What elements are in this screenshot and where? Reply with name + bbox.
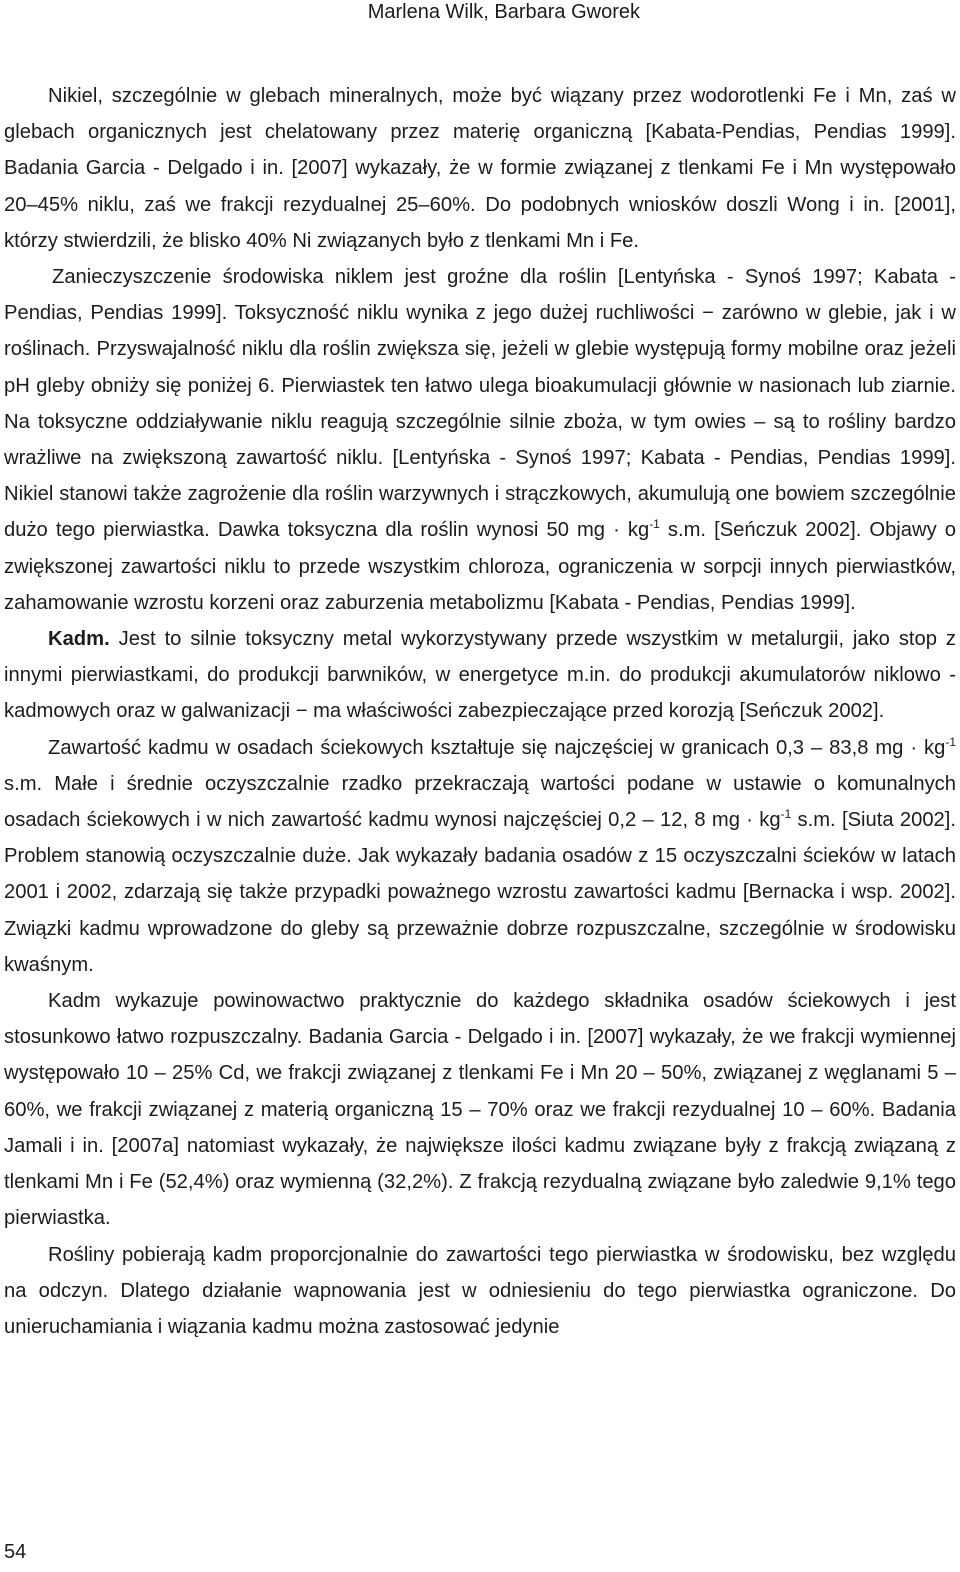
- page-number: 54: [4, 1541, 27, 1563]
- paragraph-nickel-toxicity: [4, 259, 956, 621]
- article-body: [4, 78, 956, 1345]
- superscript: -1: [945, 734, 956, 749]
- paragraph-nickel-binding: Nikiel, szczególnie w glebach mineralnych, może być wiązany przez wodorotlenki Fe i Mn, zaś w glebach organicznych jest chelatowany przez materię organiczną [Kabata-Pendias, Pendias 1999]. Badania Garcia - Delgado i in. [2007] wykazały, że w formie związanej z tlenkami Fe i Mn występowało 20–45% niklu, zaś we frakcji rezydualnej 25–60%. Do podobnych wniosków doszli Wong i in. [2001], którzy stwierdzili, że blisko 40% Ni związanych było z tlenkami Mn i Fe.: [4, 85, 956, 252]
- section-heading-cadmium: Kadm.: [48, 628, 110, 651]
- text-run: s.m. [Siuta 2002]. Problem stanowią oczyszczalnie duże. Jak wykazały badania osadów z 15 oczyszczalni ścieków w latach 2001 i 2002, zdarzają się także przypadki poważnego wzrostu zawartości kadmu [Bernacka i wsp. 2002]. Związki kadmu wprowadzone do gleby są przeważnie dobrze rozpuszczalne, szczególnie w środowisku kwaśnym.: [4, 809, 956, 976]
- text-run: Jest to silnie toksyczny metal wykorzystywany przede wszystkim w metalurgii, jako stop z innymi pierwiastkami, do produkcji barwników, w energetyce m.in. do produkcji akumulatorów niklowo - kadmowych oraz w galwanizacji − ma właściwości zabezpieczające przed korozją [Seńczuk 2002].: [4, 628, 956, 723]
- text-run: Zawartość kadmu w osadach ściekowych kształtuje się najczęściej w granicach 0,3 – 83,8 mg · kg: [48, 736, 946, 759]
- text-run: Zanieczyszczenie środowiska niklem jest groźne dla roślin [Lentyńska - Synoś 1997; Kabata - Pendias, Pendias 1999]. Toksyczność niklu wynika z jego dużej ruchliwości − zarówno w glebie, jak i w roślinach. Przyswajalność niklu dla roślin zwiększa się, jeżeli w glebie występują formy mobilne oraz jeżeli pH gleby obniży się poniżej 6. Pierwiastek ten łatwo ulega bioakumulacji głównie w nasionach lub ziarnie. Na toksyczne oddziaływanie niklu reagują szczególnie silnie zboża, w tym owies – są to rośliny bardzo wrażliwe na zwiększoną zawartość niklu. [Lentyńska - Synoś 1997; Kabata - Pendias, Pendias 1999]. Nikiel stanowi także zagrożenie dla roślin warzywnych i strączkowych, akumulują one bowiem szczególnie dużo tego pierwiastka. Dawka toksyczna dla roślin wynosi 50 mg · kg: [4, 266, 956, 542]
- superscript: -1: [649, 517, 660, 532]
- superscript: -1: [780, 807, 792, 822]
- paragraph-cadmium-sludge: [4, 730, 956, 983]
- paragraph-cadmium-intro: [4, 621, 956, 730]
- page-header: [0, 0, 960, 28]
- paragraph-cadmium-fractions: Kadm wykazuje powinowactwo praktycznie do każdego składnika osadów ściekowych i jest stosunkowo łatwo rozpuszczalny. Badania Garcia - Delgado i in. [2007] wykazały, że we frakcji wymiennej występowało 10 – 25% Cd, we frakcji związanej z tlenkami Fe i Mn 20 – 50%, związanej z węglanami 5 – 60%, we frakcji związanej z materią organiczną 15 – 70% oraz we frakcji rezydualnej 10 – 60%. Badania Jamali i in. [2007a] natomiast wykazały, że największe ilości kadmu związane były z frakcją związaną z tlenkami Mn i Fe (52,4%) oraz wymienną (32,2%). Z frakcją rezydualną związane było zaledwie 9,1% tego pierwiastka.: [4, 990, 956, 1230]
- paragraph-cadmium-plants: Rośliny pobierają kadm proporcjonalnie do zawartości tego pierwiastka w środowisku, bez względu na odczyn. Dlatego działanie wapnowania jest w odniesieniu do tego pierwiastka ograniczone. Do unieruchamiania i wiązania kadmu można zastosować jedynie: [4, 1243, 956, 1338]
- running-header-authors: Marlena Wilk, Barbara Gworek: [367, 1, 640, 23]
- text-run: s.m. Małe i średnie oczyszczalnie rzadko przekraczają wartości podane w ustawie o komunalnych osadach ściekowych i w nich zawartość kadmu wynosi najczęściej 0,2 – 12, 8 mg · kg: [4, 772, 956, 832]
- text-run: s.m. [Seńczuk 2002]. Objawy o zwiększonej zawartości niklu to przede wszystkim chloroza, ograniczenia w sorpcji innych pierwiastków, zahamowanie wzrostu korzeni oraz zaburzenia metabolizmu [Kabata - Pendias, Pendias 1999].: [4, 519, 956, 614]
